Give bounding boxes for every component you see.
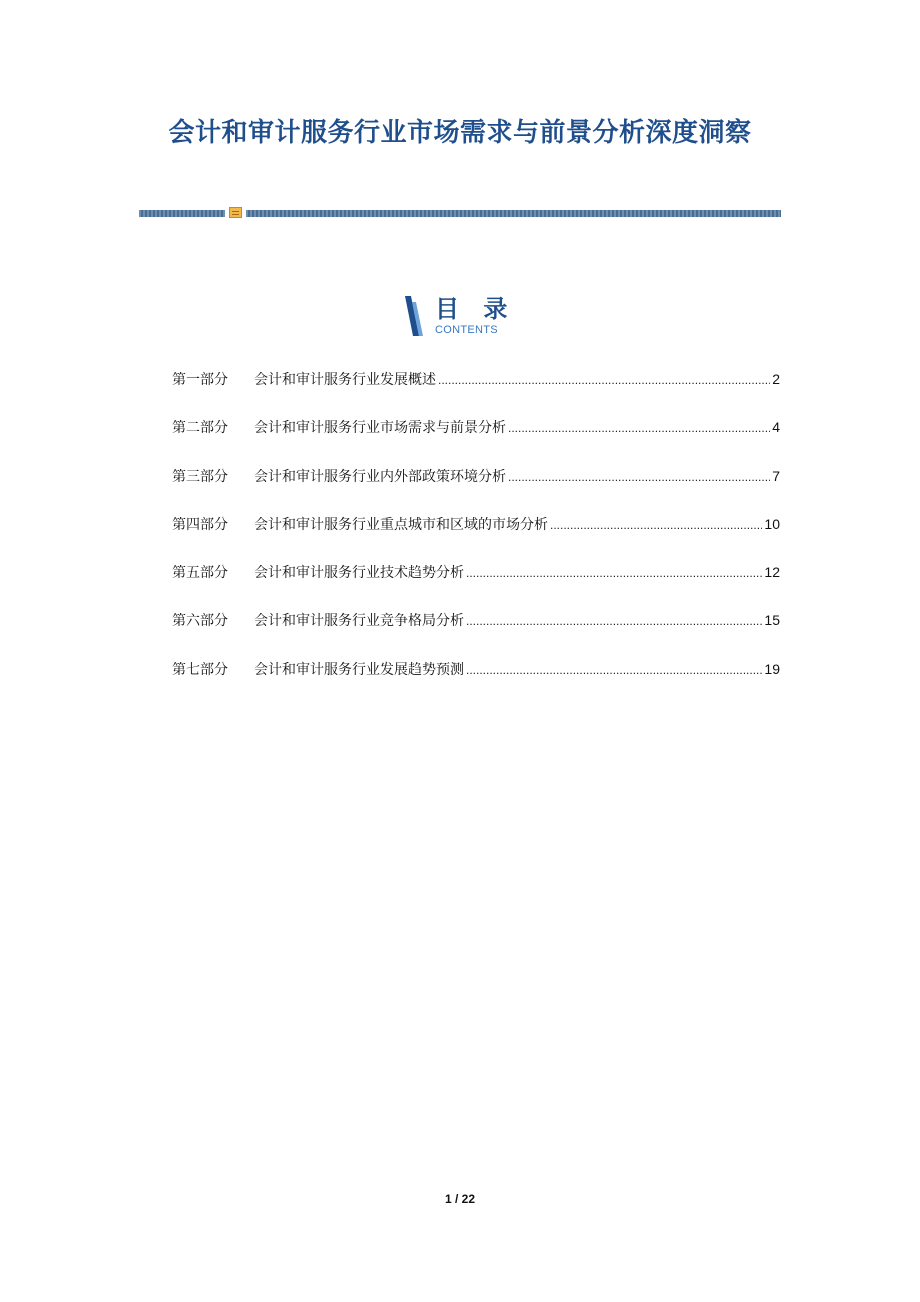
toc-entry-title: 会计和审计服务行业市场需求与前景分析 — [254, 420, 506, 437]
toc-entry-leader — [466, 566, 762, 580]
toc-entry-part: 第一部分 — [172, 372, 228, 388]
toc-list — [172, 369, 780, 707]
toc-entry-part: 第二部分 — [172, 420, 228, 437]
toc-entry-part: 第七部分 — [172, 661, 228, 678]
toc-entry[interactable] — [172, 466, 780, 514]
title-divider — [139, 207, 781, 219]
toc-entry[interactable] — [172, 514, 780, 562]
toc-entry-part: 第六部分 — [172, 613, 228, 630]
toc-entry-leader — [508, 421, 770, 435]
toc-entry-page: 2 — [772, 371, 780, 387]
toc-entry-part: 第五部分 — [172, 565, 228, 582]
divider-bar-left — [139, 210, 225, 217]
toc-entry-title: 会计和审计服务行业重点城市和区域的市场分析 — [254, 516, 548, 533]
toc-entry-title: 会计和审计服务行业内外部政策环境分析 — [254, 468, 506, 485]
toc-entry[interactable] — [172, 659, 780, 707]
toc-entry-leader — [466, 663, 762, 677]
toc-entry-page: 7 — [772, 467, 780, 484]
toc-entry-leader — [438, 373, 770, 387]
toc-header — [405, 294, 525, 340]
toc-entry[interactable] — [172, 562, 780, 610]
toc-entry-part: 第四部分 — [172, 516, 228, 533]
divider-bar-right — [246, 210, 781, 217]
toc-entry-page: 15 — [764, 612, 780, 629]
toc-entry-title: 会计和审计服务行业技术趋势分析 — [254, 565, 464, 582]
toc-entry-leader — [466, 614, 762, 628]
document-title: 会计和审计服务行业市场需求与前景分析深度洞察 — [168, 118, 752, 148]
toc-entry-leader — [550, 518, 762, 532]
toc-bookmark-icon — [405, 296, 423, 336]
toc-heading: 目 录 — [435, 295, 516, 323]
toc-entry-page: 19 — [764, 660, 780, 677]
toc-subheading: CONTENTS — [435, 324, 498, 336]
toc-entry-page: 4 — [772, 419, 780, 436]
toc-entry[interactable] — [172, 610, 780, 658]
document-badge-icon — [229, 207, 242, 218]
toc-entry-title: 会计和审计服务行业发展趋势预测 — [254, 661, 464, 678]
toc-entry-title: 会计和审计服务行业竞争格局分析 — [254, 613, 464, 630]
toc-entry-part: 第三部分 — [172, 468, 228, 485]
toc-entry-page: 10 — [764, 515, 780, 532]
toc-entry-leader — [508, 470, 770, 484]
toc-entry-title: 会计和审计服务行业发展概述 — [254, 372, 436, 388]
toc-entry-page: 12 — [764, 564, 780, 581]
page-indicator: 1 / 22 — [444, 1192, 476, 1206]
toc-entry[interactable] — [172, 417, 780, 465]
toc-entry[interactable] — [172, 369, 780, 417]
